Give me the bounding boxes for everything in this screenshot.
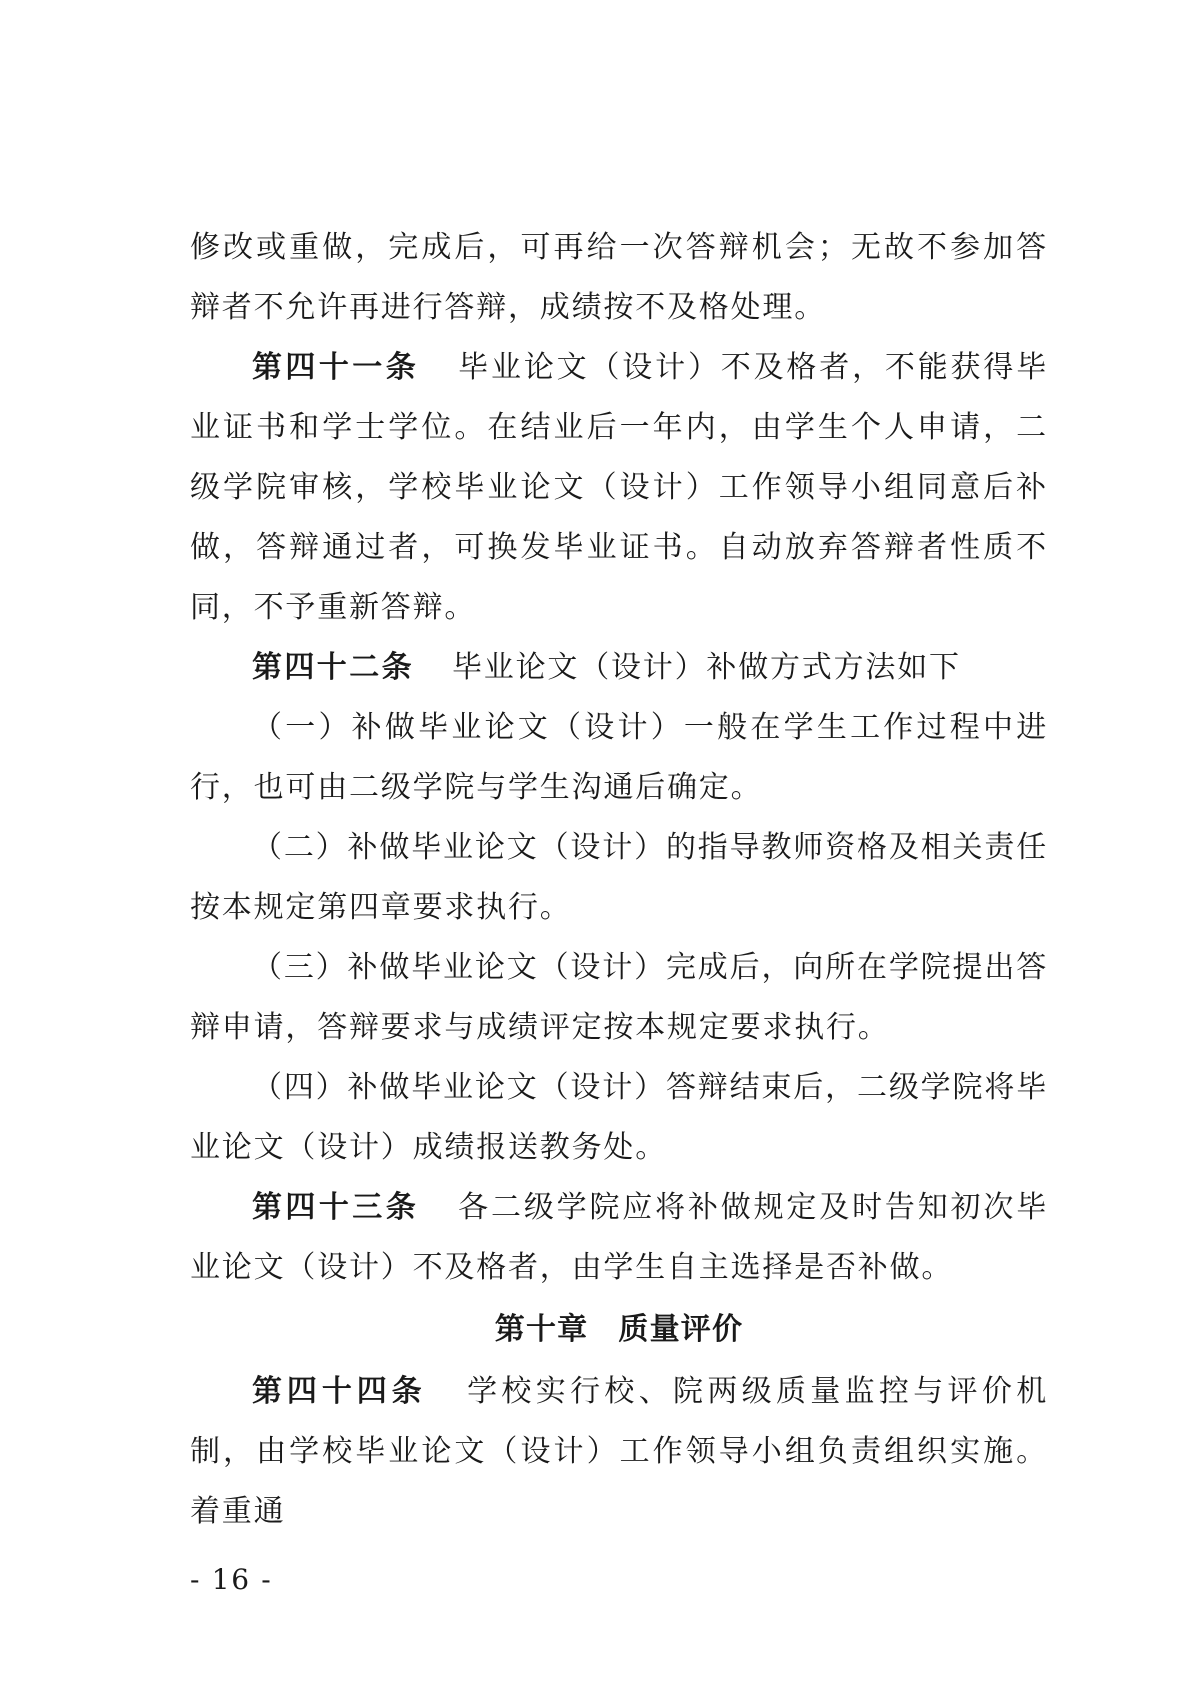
list-item-4 bbox=[190, 1058, 1048, 1178]
article-title: 第四十二条 bbox=[252, 650, 414, 685]
list-item-text: （三）补做毕业论文（设计）完成后，向所在学院提出答辩申请，答辩要求与成绩评定按本规定要求执行。 bbox=[190, 950, 1048, 1045]
article-42 bbox=[190, 638, 1048, 698]
list-item-text: （四）补做毕业论文（设计）答辩结束后，二级学院将毕业论文（设计）成绩报送教务处。 bbox=[190, 1070, 1048, 1165]
list-item-text: （二）补做毕业论文（设计）的指导教师资格及相关责任按本规定第四章要求执行。 bbox=[190, 830, 1048, 925]
list-item-3 bbox=[190, 938, 1048, 1058]
article-title: 第四十一条 bbox=[252, 350, 420, 385]
article-41 bbox=[190, 338, 1048, 638]
paragraph-text: 修改或重做，完成后，可再给一次答辩机会；无故不参加答辩者不允许再进行答辩，成绩按不及格处理。 bbox=[190, 230, 1048, 325]
article-text: 各二级学院应将补做规定及时告知初次毕业论文（设计）不及格者，由学生自主选择是否补做。 bbox=[190, 1190, 1049, 1285]
page-body bbox=[190, 218, 1048, 1542]
article-text: 毕业论文（设计）不及格者，不能获得毕业证书和学士学位。在结业后一年内，由学生个人申请，二级学院审核，学校毕业论文（设计）工作领导小组同意后补做，答辩通过者，可换发毕业证书。自动放弃答辩者性质不同，不予重新答辩。 bbox=[190, 350, 1049, 625]
article-title: 第四十四条 bbox=[252, 1374, 427, 1409]
article-title: 第四十三条 bbox=[252, 1190, 420, 1225]
article-43 bbox=[190, 1178, 1048, 1298]
chapter-number: 第十章 bbox=[494, 1312, 589, 1347]
article-44 bbox=[190, 1362, 1048, 1542]
list-item-text: （一）补做毕业论文（设计）一般在学生工作过程中进行，也可由二级学院与学生沟通后确定。 bbox=[190, 710, 1048, 805]
page-number: - 16 - bbox=[190, 1563, 273, 1596]
list-item-1 bbox=[190, 698, 1048, 818]
article-text: 毕业论文（设计）补做方式方法如下 bbox=[452, 650, 961, 685]
chapter-title: 质量评价 bbox=[618, 1312, 744, 1347]
list-item-2 bbox=[190, 818, 1048, 938]
paragraph-continuation bbox=[190, 218, 1048, 338]
chapter-heading bbox=[190, 1298, 1048, 1362]
article-text: 学校实行校、院两级质量监控与评价机制，由学校毕业论文（设计）工作领导小组负责组织实施。着重通 bbox=[190, 1374, 1048, 1529]
